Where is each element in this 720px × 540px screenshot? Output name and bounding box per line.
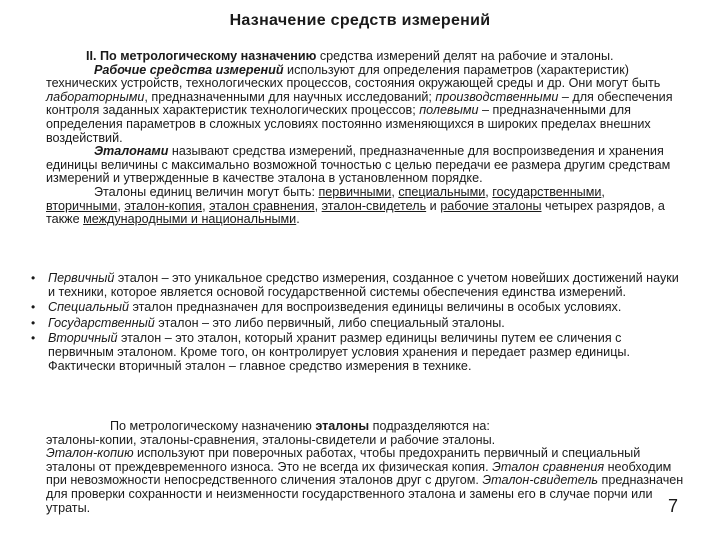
italic-term: Эталон-копию	[46, 446, 134, 461]
separator: ,	[601, 184, 605, 199]
underlined-term: специальными	[398, 184, 486, 199]
italic-term: Государственный	[48, 315, 155, 330]
paragraph-text: эталоны-копии, эталоны-сравнения, эталоны-свидетели и рабочие эталоны.	[46, 432, 496, 447]
paragraph-text: – для обеспечения контроля заданных характеристик технологических процессов;	[46, 89, 673, 118]
italic-term: Эталон-свидетель	[482, 473, 599, 488]
paragraph-text: , предназначенными для научных исследований;	[144, 89, 436, 104]
bullet-icon: •	[31, 300, 36, 315]
paragraph-standard-types	[46, 186, 676, 227]
bold-term: эталоны	[315, 419, 370, 433]
italic-term: лабораторными	[46, 89, 145, 104]
slide-title: Назначение средств измерений	[229, 12, 491, 29]
paragraph-text: По метрологическому назначению	[110, 419, 316, 433]
paragraph-text: Эталоны единиц величин могут быть:	[94, 184, 319, 199]
list-item	[28, 317, 688, 331]
underlined-term: эталон-копия	[124, 198, 203, 213]
underlined-term: первичными	[318, 184, 392, 199]
paragraph-purpose-list	[46, 434, 686, 448]
bullet-icon: •	[31, 315, 36, 330]
bullet-icon: •	[31, 271, 36, 285]
underlined-term: рабочие эталоны	[440, 198, 542, 213]
bold-term: Эталонами	[94, 144, 169, 159]
paragraph-text: подразделяются на:	[369, 419, 490, 433]
separator: ,	[202, 198, 210, 213]
paragraph-text: необходим при невозможности непосредственного сличения эталонов друг с другом.	[46, 459, 672, 488]
list-item-text: эталон – это эталон, который хранит размер единицы величины путем ее сличения с первичным эталоном. Кроме того, он контролирует условия хранения и передает размер единицы. Фактически вторичный эталон – главное средство измерения в технике.	[48, 331, 630, 373]
paragraph-purpose	[46, 420, 686, 434]
paragraph-classification	[46, 50, 676, 64]
separator: ,	[117, 198, 125, 213]
paragraph-text: предназначен для проверки сохранности и неизменности государственного эталона и замены его в случае порчи или утраты.	[46, 473, 684, 515]
paragraph-text: средства измерений делят на рабочие и эталоны.	[316, 49, 614, 63]
separator: и	[426, 198, 441, 213]
separator: .	[296, 212, 300, 227]
italic-term: полевыми	[419, 103, 479, 118]
list-item	[28, 301, 688, 315]
paragraph-text: четырех разрядов, а также	[46, 198, 665, 227]
bullet-list	[28, 272, 688, 375]
list-item-text: эталон – это уникальное средство измерения, созданное с учетом новейших достижений науки и техники, которое является основой государственной системы обеспечения единства измерений.	[48, 271, 679, 299]
intro-section	[46, 50, 676, 227]
list-item	[28, 332, 688, 373]
paragraph-standards-definition	[46, 145, 676, 186]
italic-term: Специальный	[48, 300, 130, 315]
page-number: 7	[667, 496, 678, 516]
underlined-term: международными и национальными	[83, 212, 297, 227]
separator: ,	[314, 198, 322, 213]
italic-term: Первичный	[48, 271, 115, 285]
separator: ,	[391, 184, 399, 199]
italic-term: Вторичный	[48, 331, 118, 346]
paragraph-text: используют для определения параметров (характеристик) технических устройств, технологических процессов, состояния окружающей среды и др. Они могут быть	[46, 62, 661, 91]
paragraph-text: – предназначенными для определения параметров в сложных условиях постоянно изменяющихся в широких пределах внешних воздействий.	[46, 103, 651, 145]
underlined-term: государственными	[492, 184, 602, 199]
bold-term: Рабочие средства измерений	[94, 62, 284, 77]
italic-term: производственными	[435, 89, 559, 104]
underlined-term: вторичными	[46, 198, 118, 213]
list-item	[28, 272, 688, 299]
separator: ,	[485, 184, 493, 199]
paragraph-standard-descriptions	[46, 447, 686, 515]
bold-term: II. По метрологическому назначению	[86, 49, 317, 63]
paragraph-text: называют средства измерений, предназначенные для воспроизведения и хранения единицы величины с максимально возможной точностью с целью передачи ее размера другим средствам измерений и утвержденные в качестве эталона в установленном порядке.	[46, 144, 671, 186]
paragraph-working-instruments	[46, 64, 676, 146]
bullet-icon: •	[31, 331, 36, 346]
list-item-text: эталон предназначен для воспроизведения единицы величины в особых условиях.	[129, 300, 622, 315]
list-item-text: эталон – это либо первичный, либо специальный эталоны.	[154, 315, 505, 330]
underlined-term: эталон-свидетель	[321, 198, 427, 213]
paragraph-text: используют при поверочных работах, чтобы предохранить первичный и специальный эталоны от преждевременного износа. Это не всегда их физическая копия.	[46, 446, 641, 474]
italic-term: Эталон сравнения	[492, 459, 605, 474]
standards-purpose-section	[46, 420, 686, 515]
underlined-term: эталон сравнения	[209, 198, 315, 213]
